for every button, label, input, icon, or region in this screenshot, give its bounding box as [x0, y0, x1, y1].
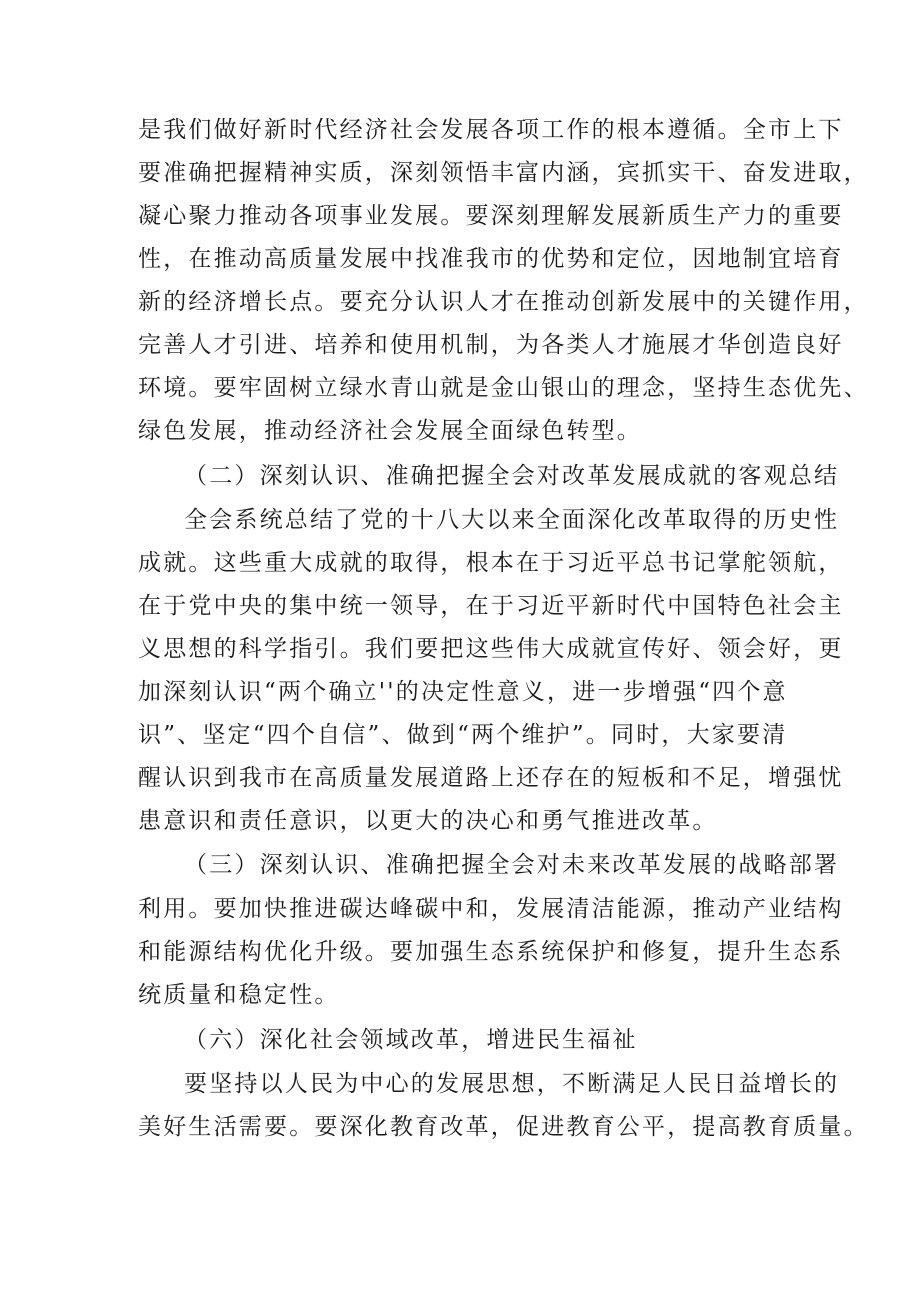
paragraph-line: 义思想的科学指引。我们要把这些伟大成就宣传好、领会好，更: [138, 636, 844, 662]
paragraph-line: 统质量和稳定性。: [138, 982, 340, 1008]
paragraph-line: 利用。要加快推进碳达峰碳中和，发展清洁能源，推动产业结构: [138, 896, 844, 922]
paragraph-line: 在于党中央的集中统一领导，在于习近平新时代中国特色社会主: [138, 593, 844, 619]
paragraph-line: 凝心聚力推动各项事业发展。要深刻理解发展新质生产力的重要: [138, 203, 844, 229]
section-heading: （三）深刻认识、准确把握全会对未来改革发展的战略部署: [184, 852, 840, 878]
paragraph-line: 醒认识到我市在高质量发展道路上还存在的短板和不足，增强忧: [138, 765, 844, 791]
paragraph-line: 是我们做好新时代经济社会发展各项工作的根本遵循。全市上下: [138, 117, 844, 143]
paragraph-line: 要坚持以人民为中心的发展思想，不断满足人民日益增长的: [184, 1071, 840, 1097]
paragraph-line: 全会系统总结了党的十八大以来全面深化改革取得的历史性: [184, 507, 840, 533]
paragraph-line: 新的经济增长点。要充分认识人才在推动创新发展中的关键作用，: [138, 289, 869, 315]
paragraph-line: 绿色发展，推动经济社会发展全面绿色转型。: [138, 418, 642, 444]
paragraph-line: 要准确把握精神实质，深刻领悟丰富内涵，宾抓实干、奋发进取，: [138, 160, 869, 186]
paragraph-line: 和能源结构优化升级。要加强生态系统保护和修复，提升生态系: [138, 939, 844, 965]
section-heading: （六）深化社会领域改革，增进民生福祉: [184, 1027, 638, 1053]
paragraph-line: 患意识和责任意识，以更大的决心和勇气推进改革。: [138, 808, 718, 834]
paragraph-line: 成就。这些重大成就的取得，根本在于习近平总书记掌舵领航，: [138, 550, 844, 576]
paragraph-line: 加深刻认识“两个确立''的决定性意义，进一步增强“四个意: [138, 679, 788, 705]
paragraph-line: 美好生活需要。要深化教育改革，促进教育公平，提高教育质量。: [138, 1114, 869, 1140]
paragraph-line: 识”、坚定“四个自信”、做到“两个维护”。同时，大家要清: [138, 722, 788, 748]
section-heading: （二）深刻认识、准确把握全会对改革发展成就的客观总结: [184, 463, 840, 489]
paragraph-line: 环境。要牢固树立绿水青山就是金山银山的理念，坚持生态优先、: [138, 375, 869, 401]
paragraph-line: 完善人才引进、培养和使用机制，为各类人才施展才华创造良好: [138, 332, 844, 358]
paragraph-line: 性，在推动高质量发展中找准我市的优势和定位，因地制宜培育: [138, 246, 844, 272]
